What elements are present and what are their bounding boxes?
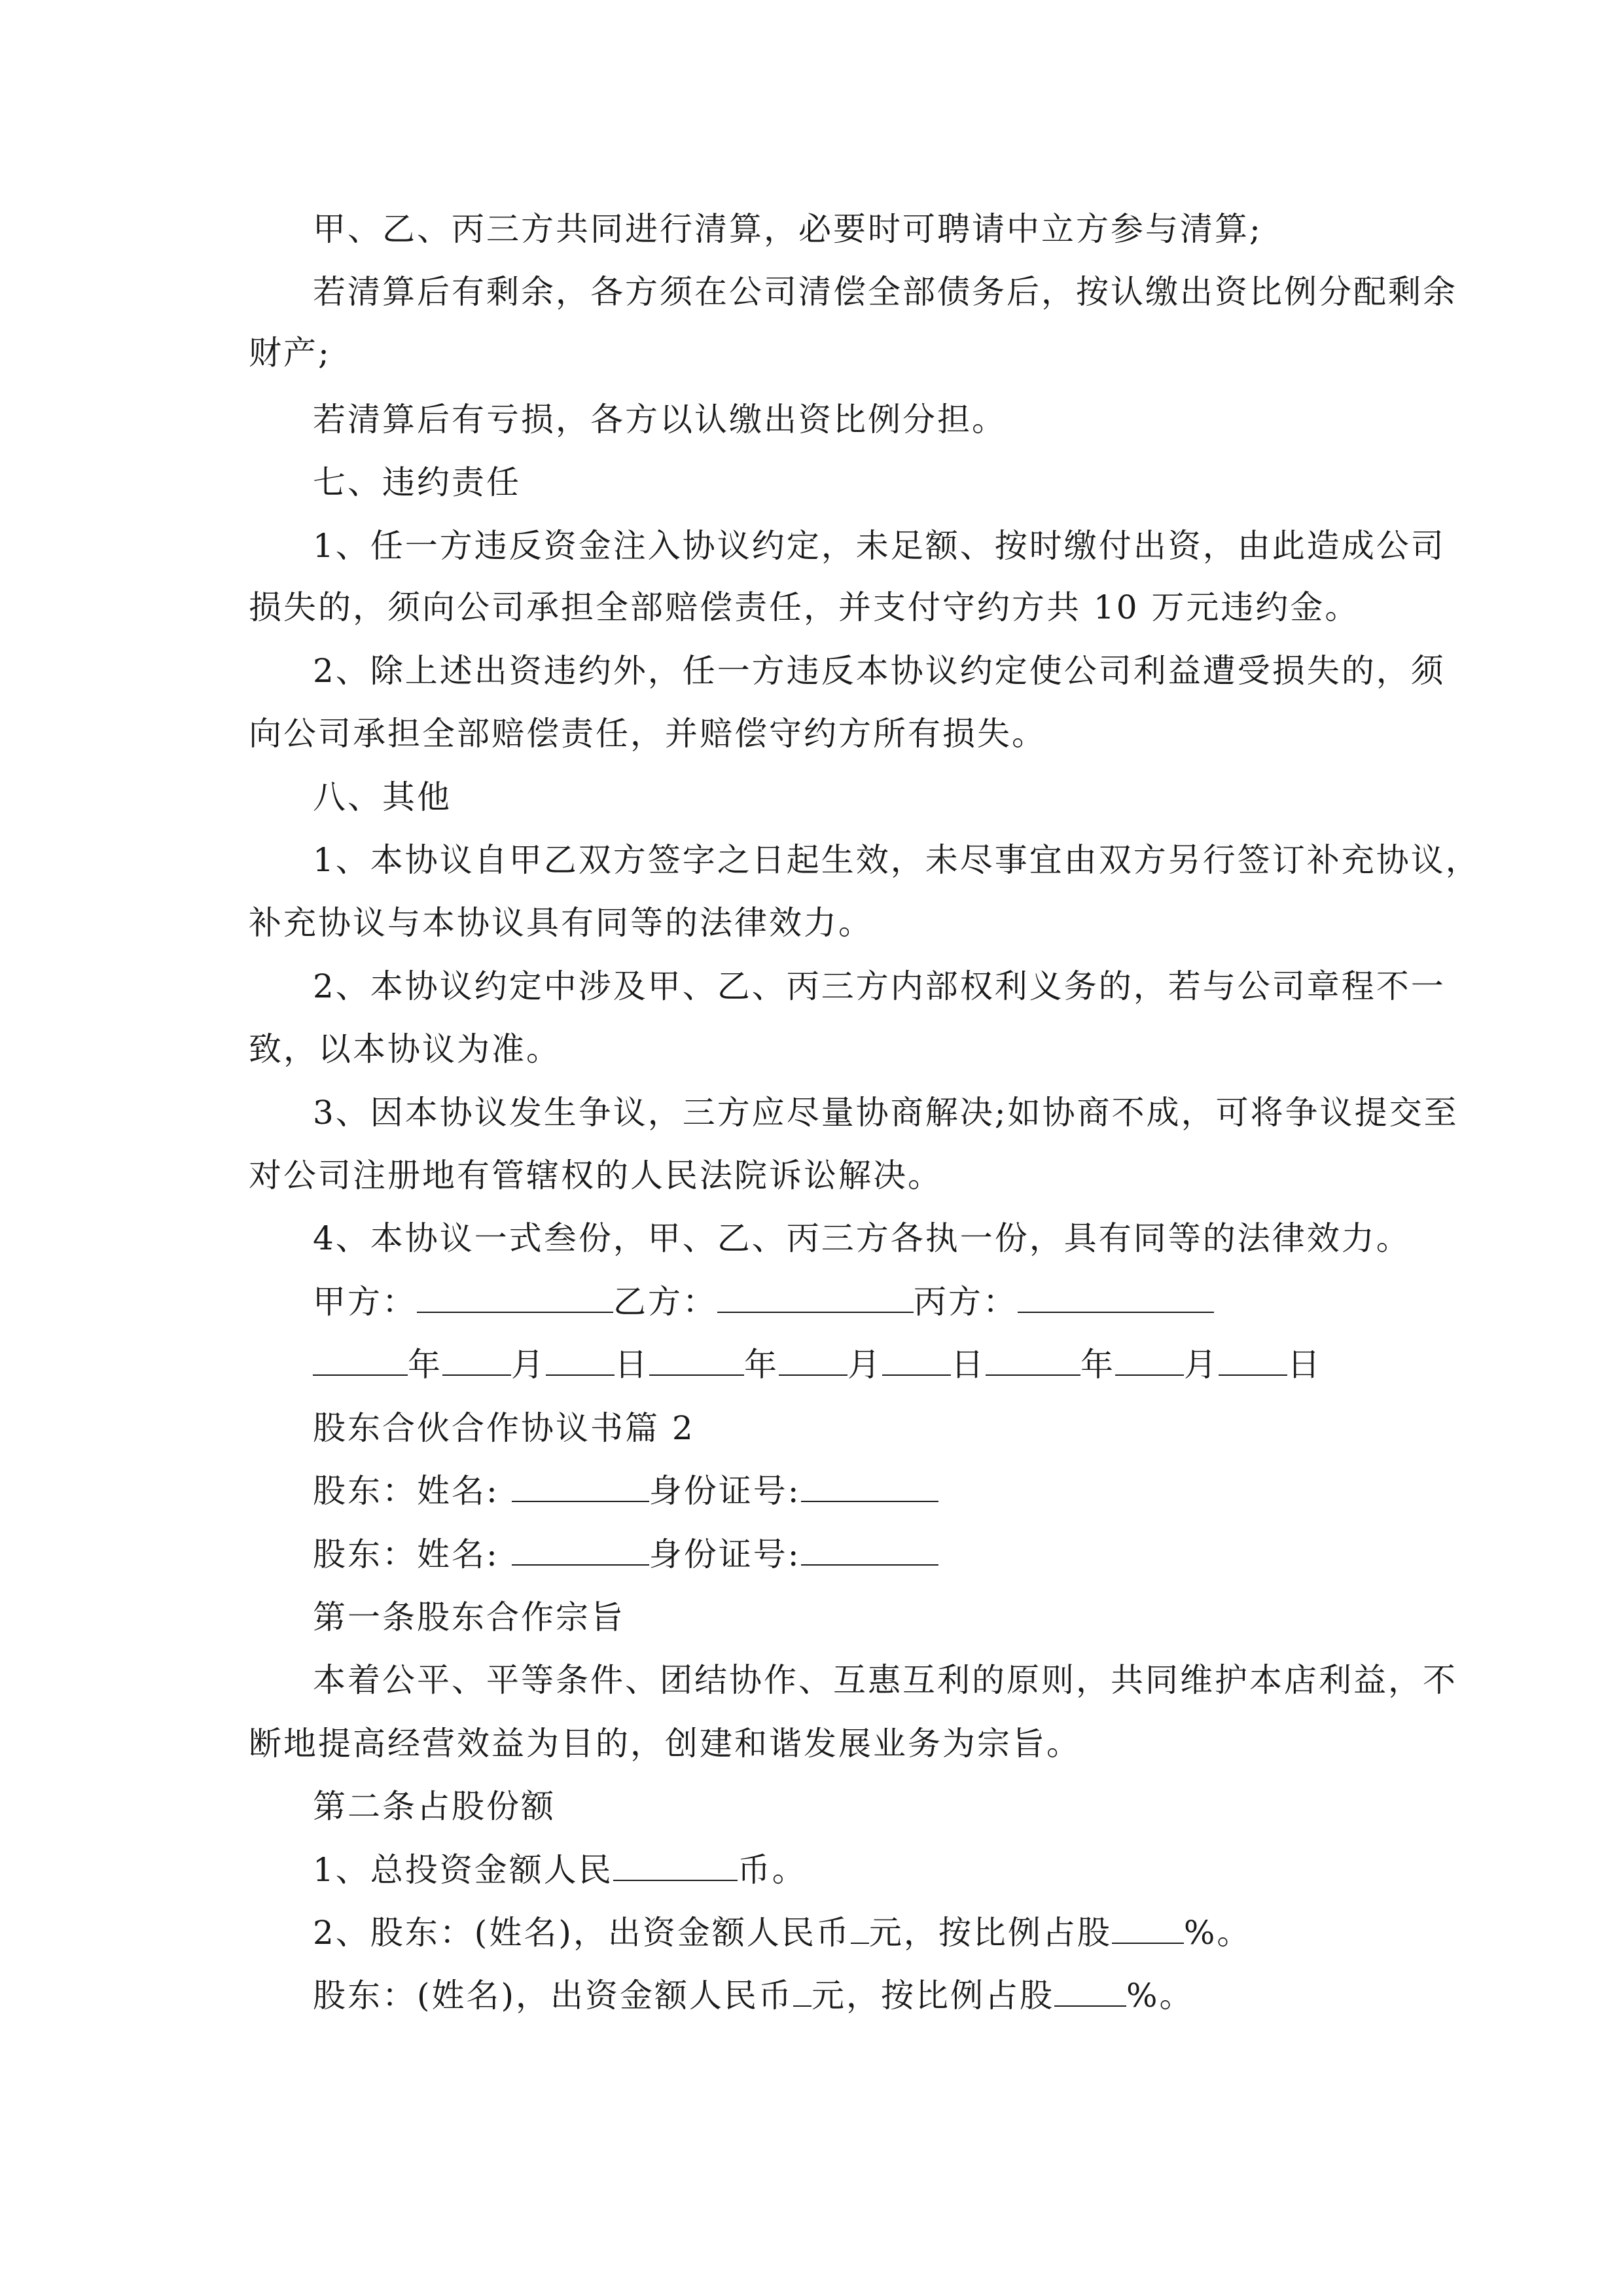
investment-prefix: 1、总投资金额人民 — [313, 1851, 613, 1889]
year-label: 年 — [744, 1346, 779, 1384]
paragraph-line: 甲、乙、丙三方共同进行清算，必要时可聘请中立方参与清算; — [313, 210, 1262, 248]
id-blank — [801, 1535, 938, 1566]
paragraph-line: 断地提高经营效益为目的，创建和谐发展业务为宗旨。 — [249, 1725, 1081, 1763]
day-label: 日 — [951, 1346, 986, 1384]
id-label: 身份证号: — [649, 1472, 801, 1510]
percent-blank — [1112, 1914, 1184, 1944]
clause-title: 第二条占股份额 — [313, 1787, 556, 1825]
paragraph-line: 1、任一方违反资金注入协议约定，未足额、按时缴付出资，由此造成公司 — [313, 527, 1446, 565]
amount-blank — [851, 1914, 869, 1944]
share-line — [313, 1913, 1251, 1952]
year-blank — [649, 1346, 744, 1376]
month-label: 月 — [1184, 1346, 1219, 1384]
year-label: 年 — [1080, 1346, 1115, 1384]
name-blank — [512, 1535, 649, 1566]
paragraph-line: 本着公平、平等条件、团结协作、互惠互利的原则，共同维护本店利益，不 — [313, 1661, 1457, 1699]
name-blank — [512, 1472, 649, 1502]
party-c-blank — [1018, 1283, 1214, 1313]
paragraph-line: 致，以本协议为准。 — [249, 1030, 561, 1068]
share-middle: 元，按比例占股 — [812, 1977, 1055, 2015]
percent-blank — [1054, 1977, 1126, 2007]
paragraph-line: 损失的，须向公司承担全部赔偿责任，并支付守约方共 10 万元违约金。 — [249, 588, 1360, 626]
month-blank — [779, 1346, 847, 1376]
share-suffix: %。 — [1183, 1914, 1252, 1952]
party-b-label: 乙方： — [613, 1283, 717, 1321]
article-title: 股东合伙合作协议书篇 2 — [313, 1409, 695, 1447]
section-heading: 七、违约责任 — [313, 463, 521, 501]
paragraph-line: 对公司注册地有管辖权的人民法院诉讼解决。 — [249, 1157, 942, 1194]
share-suffix: %。 — [1126, 1977, 1194, 2015]
shareholder-line — [313, 1535, 938, 1574]
share-prefix: 2、股东：(姓名)，出资金额人民币 — [313, 1914, 851, 1952]
amount-blank — [613, 1851, 738, 1881]
id-label: 身份证号: — [649, 1535, 801, 1573]
month-label: 月 — [847, 1346, 882, 1384]
day-blank — [1219, 1346, 1287, 1376]
paragraph-line: 2、本协议约定中涉及甲、乙、丙三方内部权利义务的，若与公司章程不一 — [313, 967, 1446, 1005]
party-b-blank — [717, 1283, 914, 1313]
month-label: 月 — [511, 1346, 546, 1384]
year-blank — [313, 1346, 408, 1376]
month-blank — [1115, 1346, 1184, 1376]
date-line — [313, 1345, 1322, 1384]
investment-suffix: 币。 — [737, 1851, 807, 1889]
day-label: 日 — [1287, 1346, 1322, 1384]
day-label: 日 — [615, 1346, 649, 1384]
section-heading: 八、其他 — [313, 778, 452, 816]
signature-line — [313, 1282, 1214, 1321]
day-blank — [546, 1346, 615, 1376]
investment-line — [313, 1850, 807, 1890]
paragraph-line: 补充协议与本协议具有同等的法律效力。 — [249, 904, 873, 942]
share-middle: 元，按比例占股 — [868, 1914, 1112, 1952]
share-prefix: 股东：(姓名)，出资金额人民币 — [313, 1977, 794, 2015]
day-blank — [882, 1346, 951, 1376]
amount-blank — [793, 1977, 812, 2007]
paragraph-line: 2、除上述出资违约外，任一方违反本协议约定使公司利益遭受损失的，须 — [313, 652, 1446, 690]
year-label: 年 — [408, 1346, 442, 1384]
paragraph-line: 向公司承担全部赔偿责任，并赔偿守约方所有损失。 — [249, 715, 1046, 753]
party-a-label: 甲方： — [313, 1283, 417, 1321]
clause-title: 第一条股东合作宗旨 — [313, 1598, 625, 1636]
shareholder-line — [313, 1471, 938, 1511]
shareholder-label: 股东：姓名: — [313, 1472, 512, 1510]
paragraph-line: 4、本协议一式叁份，甲、乙、丙三方各执一份，具有同等的法律效力。 — [313, 1219, 1411, 1257]
year-blank — [986, 1346, 1080, 1376]
paragraph-line: 3、因本协议发生争议，三方应尽量协商解决;如协商不成，可将争议提交至 — [313, 1094, 1459, 1132]
paragraph-line: 财产; — [249, 334, 331, 372]
paragraph-line: 1、本协议自甲乙双方签字之日起生效，未尽事宜由双方另行签订补充协议， — [313, 841, 1480, 879]
month-blank — [442, 1346, 511, 1376]
party-a-blank — [417, 1283, 613, 1313]
shareholder-label: 股东：姓名: — [313, 1535, 512, 1573]
paragraph-line: 若清算后有亏损，各方以认缴出资比例分担。 — [313, 401, 1007, 439]
party-c-label: 丙方： — [914, 1283, 1018, 1321]
share-line — [313, 1976, 1194, 2015]
id-blank — [801, 1472, 938, 1502]
paragraph-line: 若清算后有剩余，各方须在公司清偿全部债务后，按认缴出资比例分配剩余 — [313, 273, 1457, 311]
